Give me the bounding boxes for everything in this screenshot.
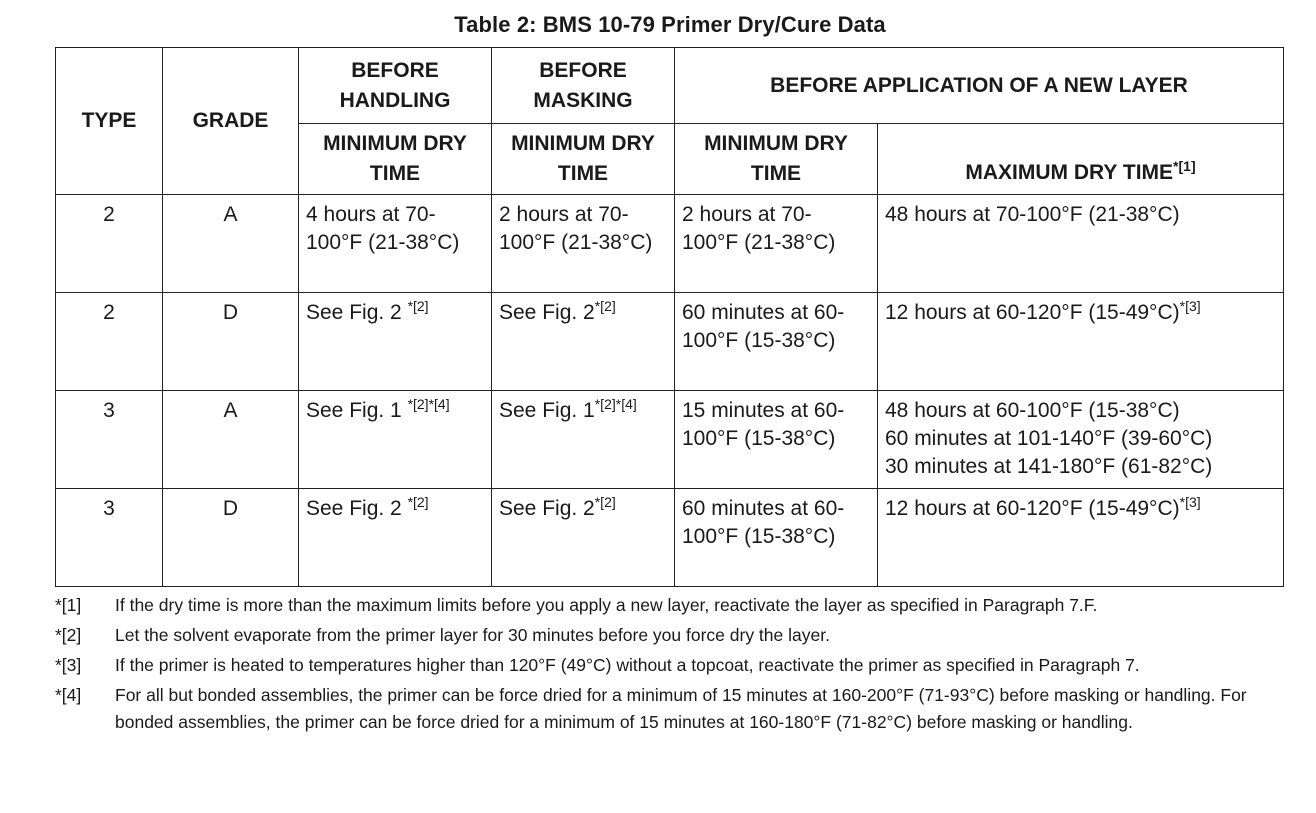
footnote-item [55,682,1285,736]
footnote-item [55,652,1285,679]
cell-masking [492,391,675,489]
footnote-ref: *[2]*[4] [594,396,637,412]
footnote-text: If the primer is heated to temperatures higher than 120°F (49°C) without a topcoat, reactivate the primer as specified in Paragraph 7. [115,655,1140,675]
footnote-marker: *[4] [55,685,82,705]
max-dry-label: MAXIMUM DRY TIME [965,161,1174,184]
cell-type: 3 [56,489,163,587]
footnote-ref: *[2] [407,298,429,314]
masking-text: See Fig. 2 [499,301,595,324]
footnote-ref: *[2] [594,298,616,314]
cell-handling [299,489,492,587]
footnote-ref: *[3] [1179,298,1201,314]
header-min-dry-handling: MINIMUM DRY TIME [299,124,492,195]
max-dry-text: 12 hours at 60-120°F (15-49°C) [885,301,1180,324]
footnote-marker: *[1] [55,595,82,615]
cell-max-new-layer [878,195,1284,293]
header-min-dry-new-layer: MINIMUM DRY TIME [675,124,878,195]
max-dry-line [885,299,1283,327]
cell-type: 3 [56,391,163,489]
cell-masking [492,489,675,587]
max-dry-line: 60 minutes at 101-140°F (39-60°C) [885,427,1213,450]
footnote-text: For all but bonded assemblies, the primer can be force dried for a minimum of 15 minutes at 160-200°F (71-93°C) before masking or handling. For bonded assemblies, the primer can be force dried for a minimum of 15 minutes at 160-180°F (71-82°C) before masking or handling. [115,685,1247,732]
masking-text: See Fig. 1 [499,399,595,422]
cell-max-new-layer [878,489,1284,587]
header-min-dry-masking: MINIMUM DRY TIME [492,124,675,195]
header-grade: GRADE [163,48,299,195]
footnotes [55,592,1285,739]
header-type: TYPE [56,48,163,195]
handling-text: 4 hours at 70-100°F (21-38°C) [306,203,460,254]
header-before-new-layer: BEFORE APPLICATION OF A NEW LAYER [675,48,1284,124]
masking-text: 2 hours at 70-100°F (21-38°C) [499,203,653,254]
cell-handling [299,195,492,293]
max-dry-line [885,495,1283,523]
table-row [56,489,1284,587]
header-before-handling: BEFORE HANDLING [299,48,492,124]
max-dry-line: 30 minutes at 141-180°F (61-82°C) [885,455,1213,478]
footnote-text: Let the solvent evaporate from the primer layer for 30 minutes before you force dry the layer. [115,625,830,645]
footnote-text: If the dry time is more than the maximum limits before you apply a new layer, reactivate the layer as specified in Paragraph 7.F. [115,595,1098,615]
handling-text: See Fig. 2 [306,497,408,520]
table-row [56,195,1284,293]
cell-max-new-layer [878,391,1284,489]
footnote-ref: *[2] [407,494,429,510]
cell-masking [492,293,675,391]
footnote-ref: *[2]*[4] [407,396,450,412]
cell-masking [492,195,675,293]
header-max-dry-new-layer [878,124,1284,195]
cell-grade: A [163,391,299,489]
header-before-masking: BEFORE MASKING [492,48,675,124]
cell-type: 2 [56,293,163,391]
cell-max-new-layer [878,293,1284,391]
cell-min-new-layer: 60 minutes at 60-100°F (15-38°C) [675,489,878,587]
table-row [56,391,1284,489]
cell-grade: D [163,489,299,587]
footnote-item [55,622,1285,649]
max-dry-line: 48 hours at 70-100°F (21-38°C) [885,203,1180,226]
cell-min-new-layer: 2 hours at 70-100°F (21-38°C) [675,195,878,293]
footnote-marker: *[2] [55,625,82,645]
table-row [56,293,1284,391]
footnote-ref: *[3] [1179,494,1201,510]
masking-text: See Fig. 2 [499,497,595,520]
cell-grade: A [163,195,299,293]
cell-min-new-layer: 60 minutes at 60-100°F (15-38°C) [675,293,878,391]
cell-handling [299,391,492,489]
footnote-ref: *[1] [1173,158,1196,174]
cell-min-new-layer: 15 minutes at 60-100°F (15-38°C) [675,391,878,489]
cell-grade: D [163,293,299,391]
max-dry-line: 48 hours at 60-100°F (15-38°C) [885,399,1180,422]
cell-type: 2 [56,195,163,293]
primer-dry-cure-table [55,47,1284,587]
footnote-item [55,592,1285,619]
table-caption: Table 2: BMS 10-79 Primer Dry/Cure Data [454,12,886,37]
handling-text: See Fig. 1 [306,399,408,422]
cell-handling [299,293,492,391]
footnote-marker: *[3] [55,655,82,675]
max-dry-text: 12 hours at 60-120°F (15-49°C) [885,497,1180,520]
handling-text: See Fig. 2 [306,301,408,324]
footnote-ref: *[2] [594,494,616,510]
